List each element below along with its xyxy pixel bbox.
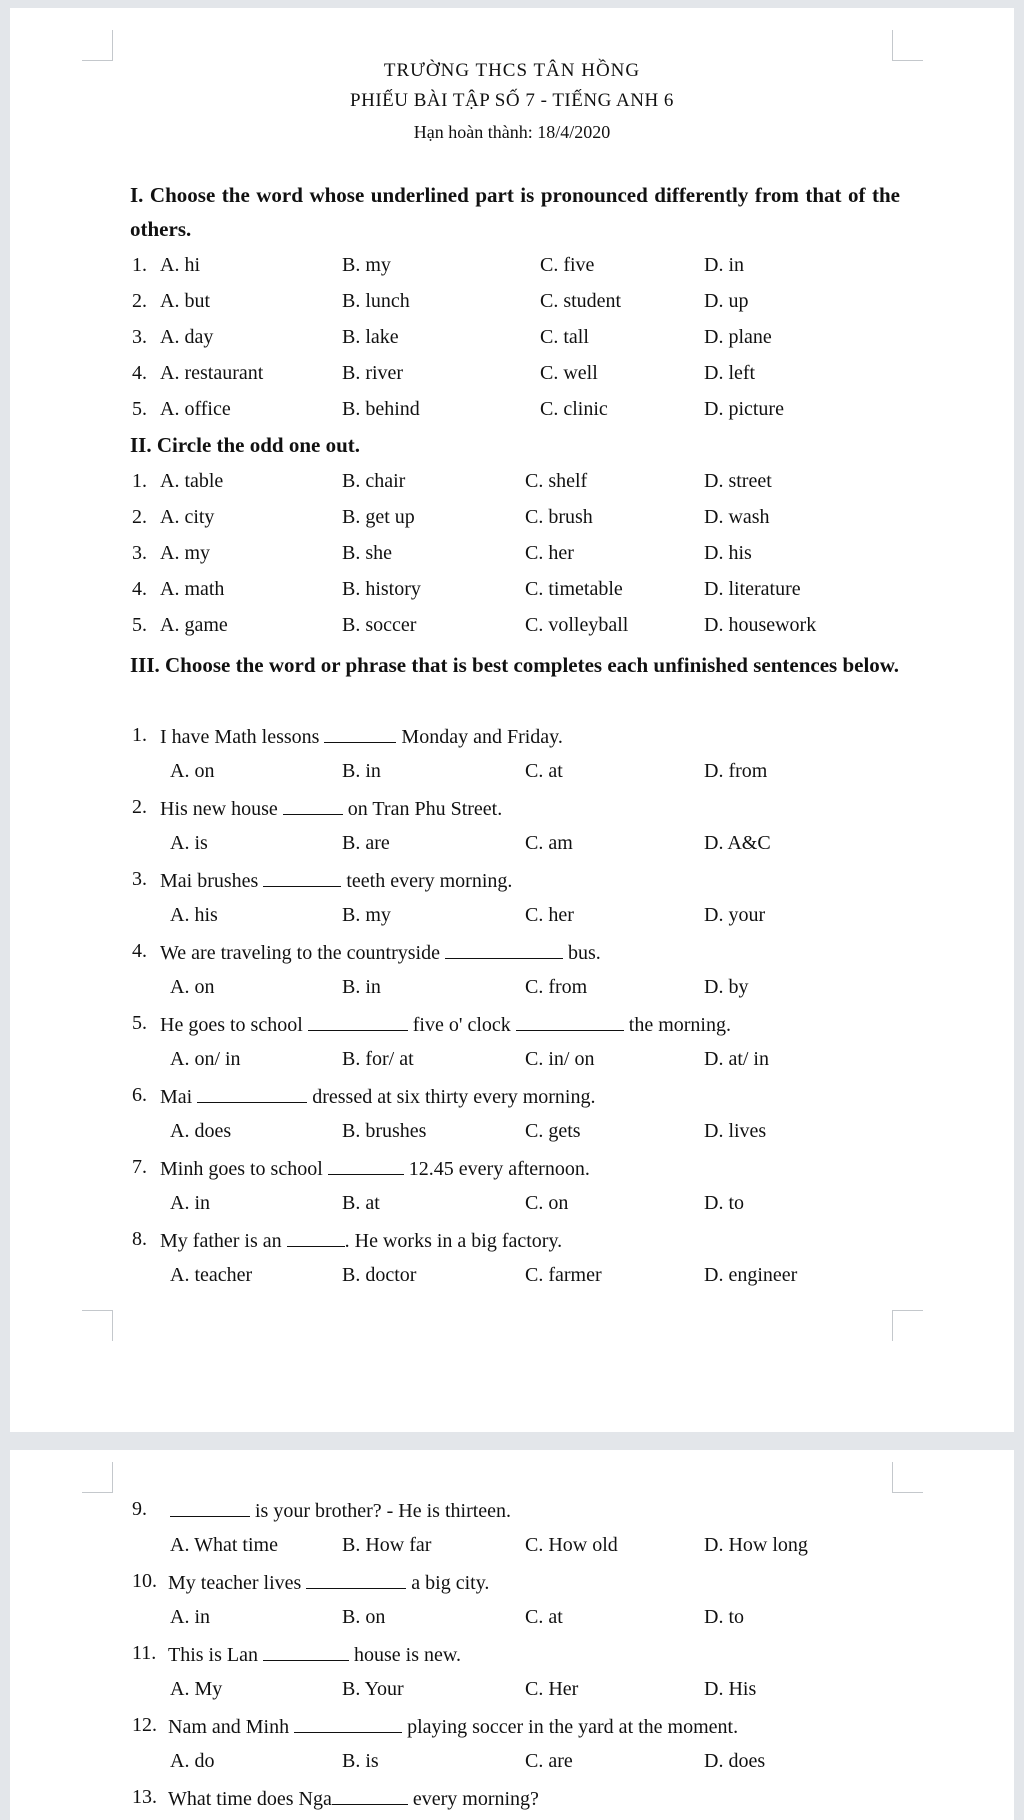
option-a: A. day	[160, 326, 214, 348]
question-number: 13.	[132, 1786, 157, 1808]
option-d: D. to	[704, 1192, 744, 1214]
answer-options	[10, 1534, 1014, 1564]
answer-options	[10, 976, 1014, 1006]
question-number: 5.	[132, 1012, 147, 1034]
option-b: B. chair	[342, 470, 406, 492]
question-text	[160, 868, 512, 893]
section-1-row	[10, 290, 1014, 320]
option-a: A. is	[170, 832, 208, 854]
option-d: D. your	[704, 904, 766, 926]
question-text-end: teeth every morning.	[341, 870, 513, 892]
option-b: B. is	[342, 1750, 379, 1772]
item-number: 5.	[132, 398, 147, 420]
item-number: 4.	[132, 362, 147, 384]
section-2-row	[10, 614, 1014, 644]
section-2-title: II. Circle the odd one out.	[130, 433, 361, 457]
option-a: A. on	[170, 760, 215, 782]
option-b: B. in	[342, 976, 381, 998]
option-a: A. teacher	[170, 1264, 253, 1286]
option-c: C. on	[525, 1192, 569, 1214]
margin-corner-mark	[82, 1462, 113, 1493]
option-c: C. How old	[525, 1534, 618, 1556]
section-1-row	[10, 254, 1014, 284]
option-c: C. student	[540, 290, 622, 312]
answer-options	[10, 1750, 1014, 1780]
option-d: D. from	[704, 760, 768, 782]
answer-blank	[287, 1228, 345, 1247]
option-a: A. my	[160, 542, 210, 564]
worksheet-title: PHIẾU BÀI TẬP SỐ 7 - TIẾNG ANH 6	[350, 90, 674, 111]
question-text	[160, 724, 563, 749]
question-text-end: Monday and Friday.	[396, 726, 563, 748]
question-text	[168, 1642, 461, 1667]
option-d: D. left	[704, 362, 756, 384]
question-text-start: Mai	[160, 1086, 198, 1108]
question-text-start: What time does Nga	[168, 1788, 332, 1810]
question-text-end: is your brother? - He is thirteen.	[250, 1500, 512, 1522]
question-text-end: house is new.	[349, 1644, 462, 1666]
option-d: D. in	[704, 254, 744, 276]
option-a: A. in	[170, 1606, 210, 1628]
item-number: 1.	[132, 254, 147, 276]
option-b: B. Your	[342, 1678, 404, 1700]
answer-options	[10, 1678, 1014, 1708]
answer-blank	[170, 1498, 250, 1517]
item-number: 3.	[132, 542, 147, 564]
option-b: B. my	[342, 904, 391, 926]
answer-blank	[332, 1786, 408, 1805]
question-text-end: on Tran Phu Street.	[342, 798, 503, 820]
option-c: C. are	[525, 1750, 573, 1772]
question-text-start: My teacher lives	[168, 1572, 307, 1594]
question-text-start: Mai brushes	[160, 870, 264, 892]
answer-options	[10, 1120, 1014, 1150]
option-c: C. volleyball	[525, 614, 629, 636]
item-number: 2.	[132, 506, 147, 528]
deadline: Hạn hoàn thành: 18/4/2020	[413, 122, 611, 142]
question-text-start: I have Math lessons	[160, 726, 325, 748]
option-c: C. her	[525, 904, 574, 926]
answer-blank	[324, 724, 396, 743]
option-b: B. she	[342, 542, 392, 564]
option-a: A. on/ in	[170, 1048, 241, 1070]
question-text	[160, 940, 601, 965]
option-d: D. at/ in	[704, 1048, 769, 1070]
option-b: B. history	[342, 578, 421, 600]
option-b: B. are	[342, 832, 390, 854]
school-name: TRƯỜNG THCS TÂN HỒNG	[383, 60, 641, 81]
option-d: D. plane	[704, 326, 772, 348]
option-a: A. math	[160, 578, 225, 600]
option-a: A. What time	[170, 1534, 278, 1556]
question-number: 7.	[132, 1156, 147, 1178]
option-b: B. for/ at	[342, 1048, 414, 1070]
question-number: 9.	[132, 1498, 147, 1520]
section-3-title: III. Choose the word or phrase that is best completes each unfinished sentences below.	[130, 653, 900, 677]
question-text	[170, 1498, 511, 1523]
option-c: C. gets	[525, 1120, 581, 1142]
question-text	[160, 1156, 590, 1181]
question-row	[10, 1084, 1014, 1114]
item-number: 2.	[132, 290, 147, 312]
option-c: C. from	[525, 976, 588, 998]
option-b: B. my	[342, 254, 391, 276]
question-text-start: We are traveling to the countryside	[160, 942, 445, 964]
question-text-start: Minh goes to school	[160, 1158, 328, 1180]
question-number: 8.	[132, 1228, 147, 1250]
margin-corner-mark	[892, 1462, 923, 1493]
option-b: B. in	[342, 760, 381, 782]
item-number: 5.	[132, 614, 147, 636]
question-row	[10, 1228, 1014, 1258]
option-c: C. brush	[525, 506, 593, 528]
option-b: B. How far	[342, 1534, 432, 1556]
answer-blank	[283, 796, 343, 815]
section-1-row	[10, 326, 1014, 356]
option-b: B. lake	[342, 326, 399, 348]
question-text-end: 12.45 every afternoon.	[403, 1158, 590, 1180]
section-2-row	[10, 470, 1014, 500]
option-c: C. Her	[525, 1678, 579, 1700]
item-number: 4.	[132, 578, 147, 600]
answer-options	[10, 1606, 1014, 1636]
option-d: D. street	[704, 470, 772, 492]
question-number: 3.	[132, 868, 147, 890]
section-2-row	[10, 578, 1014, 608]
option-a: A. in	[170, 1192, 210, 1214]
option-d: D. wash	[704, 506, 770, 528]
option-b: B. get up	[342, 506, 415, 528]
question-text-middle: five o' clock	[407, 1014, 516, 1036]
option-b: B. behind	[342, 398, 420, 420]
question-row	[10, 1642, 1014, 1672]
question-row	[10, 1714, 1014, 1744]
margin-corner-mark	[892, 30, 923, 61]
option-d: D. literature	[704, 578, 801, 600]
question-text-end: bus.	[562, 942, 601, 964]
option-c: C. tall	[540, 326, 589, 348]
answer-options	[10, 1048, 1014, 1078]
question-number: 2.	[132, 796, 147, 818]
option-a: A. does	[170, 1120, 232, 1142]
option-b: B. on	[342, 1606, 386, 1628]
question-row	[10, 1012, 1014, 1042]
question-text-end: dressed at six thirty every morning.	[307, 1086, 596, 1108]
question-row	[10, 1498, 1014, 1528]
question-row	[10, 1570, 1014, 1600]
option-b: B. soccer	[342, 614, 417, 636]
option-c: C. clinic	[540, 398, 608, 420]
option-a: A. game	[160, 614, 228, 636]
section-1-row	[10, 398, 1014, 428]
document-page-1	[10, 8, 1014, 1432]
option-c: C. her	[525, 542, 574, 564]
section-1-title: I. Choose the word whose underlined part is pronounced differently from that of the others.	[130, 183, 900, 241]
option-c: C. well	[540, 362, 598, 384]
question-text-start: His new house	[160, 798, 283, 820]
answer-blank	[445, 940, 563, 959]
option-d: D. A&C	[704, 832, 771, 854]
question-text-end: . He works in a big factory.	[344, 1230, 563, 1252]
margin-corner-mark	[892, 1310, 923, 1341]
section-2-row	[10, 506, 1014, 536]
question-text-start: Nam and Minh	[168, 1716, 295, 1738]
question-number: 12.	[132, 1714, 157, 1736]
option-a: A. on	[170, 976, 215, 998]
answer-blank	[197, 1084, 307, 1103]
question-text-end: the morning.	[623, 1014, 731, 1036]
question-row	[10, 724, 1014, 754]
option-a: A. office	[160, 398, 231, 420]
option-a: A. his	[170, 904, 218, 926]
margin-corner-mark	[82, 30, 113, 61]
question-text	[168, 1714, 738, 1739]
option-b: B. lunch	[342, 290, 410, 312]
answer-blank	[306, 1570, 406, 1589]
question-text	[168, 1570, 489, 1595]
question-row	[10, 796, 1014, 826]
question-text-end: every morning?	[407, 1788, 539, 1810]
option-b: B. at	[342, 1192, 380, 1214]
option-d: D. lives	[704, 1120, 767, 1142]
option-a: A. My	[170, 1678, 223, 1700]
question-text-start: My father is an	[160, 1230, 287, 1252]
option-c: C. five	[540, 254, 595, 276]
answer-options	[10, 1264, 1014, 1294]
option-c: C. am	[525, 832, 573, 854]
question-number: 1.	[132, 724, 147, 746]
option-a: A. city	[160, 506, 215, 528]
question-number: 4.	[132, 940, 147, 962]
option-a: A. table	[160, 470, 224, 492]
option-b: B. brushes	[342, 1120, 427, 1142]
question-text-start: This is Lan	[168, 1644, 263, 1666]
section-2-row	[10, 542, 1014, 572]
question-number: 6.	[132, 1084, 147, 1106]
answer-blank	[308, 1012, 408, 1031]
option-b: B. doctor	[342, 1264, 417, 1286]
option-d: D. housework	[704, 614, 817, 636]
margin-corner-mark	[82, 1310, 113, 1341]
answer-blank	[294, 1714, 402, 1733]
option-c: C. at	[525, 1606, 563, 1628]
question-number: 10.	[132, 1570, 157, 1592]
question-row	[10, 940, 1014, 970]
option-b: B. river	[342, 362, 404, 384]
option-a: A. do	[170, 1750, 215, 1772]
answer-blank	[263, 868, 341, 887]
item-number: 1.	[132, 470, 147, 492]
option-d: D. does	[704, 1750, 766, 1772]
question-number: 11.	[132, 1642, 157, 1664]
option-c: C. in/ on	[525, 1048, 595, 1070]
question-text-end: a big city.	[406, 1572, 490, 1594]
answer-blank	[516, 1012, 624, 1031]
question-text	[168, 1786, 539, 1811]
option-d: D. by	[704, 976, 749, 998]
option-d: D. picture	[704, 398, 784, 420]
question-row	[10, 868, 1014, 898]
question-text	[160, 1228, 562, 1253]
option-c: C. at	[525, 760, 563, 782]
option-c: C. timetable	[525, 578, 623, 600]
section-1-row	[10, 362, 1014, 392]
option-d: D. his	[704, 542, 752, 564]
option-d: D. How long	[704, 1534, 808, 1556]
question-text	[160, 1084, 596, 1109]
question-text	[160, 1012, 731, 1037]
question-text-start: He goes to school	[160, 1014, 308, 1036]
option-a: A. restaurant	[160, 362, 264, 384]
option-d: D. His	[704, 1678, 757, 1700]
answer-blank	[328, 1156, 404, 1175]
answer-options	[10, 904, 1014, 934]
answer-options	[10, 832, 1014, 862]
question-text	[160, 796, 502, 821]
answer-options	[10, 1192, 1014, 1222]
option-c: C. shelf	[525, 470, 588, 492]
document-page-2	[10, 1450, 1014, 1820]
option-d: D. to	[704, 1606, 744, 1628]
option-d: D. engineer	[704, 1264, 798, 1286]
answer-options	[10, 760, 1014, 790]
option-d: D. up	[704, 290, 749, 312]
option-c: C. farmer	[525, 1264, 602, 1286]
item-number: 3.	[132, 326, 147, 348]
answer-blank	[263, 1642, 349, 1661]
option-a: A. but	[160, 290, 210, 312]
option-a: A. hi	[160, 254, 200, 276]
question-row	[10, 1786, 1014, 1816]
question-text-end: playing soccer in the yard at the moment.	[402, 1716, 739, 1738]
question-row	[10, 1156, 1014, 1186]
